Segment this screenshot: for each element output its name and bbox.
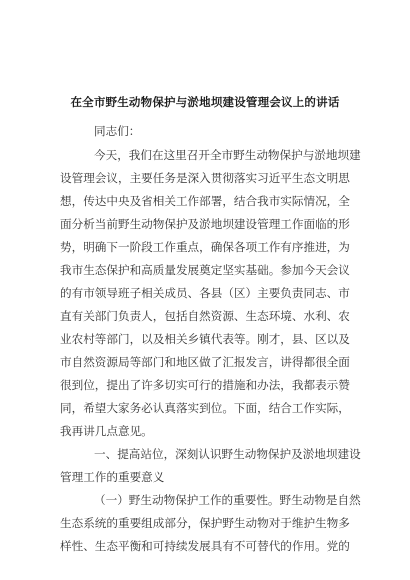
body-line: 业农村等部门，以及相关乡镇代表等。刚才，县、区以及: [60, 332, 350, 346]
salutation: 同志们：: [94, 124, 141, 138]
body-line: 市自然资源局等部门和地区做了汇报发言，讲得都很全面: [60, 355, 350, 369]
body-line: 我再讲几点意见。: [60, 424, 153, 438]
body-line: 今天，我们在这里召开全市野生动物保护与淤地坝建: [94, 148, 361, 162]
body-line: 面分析当前野生动物保护及淤地坝建设管理工作面临的形: [60, 217, 350, 231]
body-line: 很到位，提出了许多切实可行的措施和办法，我都表示赞: [60, 378, 350, 392]
subsection-heading: （一）野生动物保护工作的重要性。野生动物是自然: [94, 493, 361, 507]
body-line: 我市生态保护和高质量发展奠定坚实基础。参加今天会议: [60, 263, 350, 277]
body-line: 同，希望大家务必认真落实到位。下面，结合工作实际，: [60, 401, 350, 415]
body-line: 样性、生态平衡和可持续发展具有不可替代的作用。党的: [60, 539, 350, 553]
section-heading: 管理工作的重要意义: [60, 470, 165, 484]
body-line: 的有市领导班子相关成员、各县（区）主要负责同志、市: [60, 286, 350, 300]
document-title: 在全市野生动物保护与淤地坝建设管理会议上的讲话: [70, 95, 340, 109]
body-line: 生态系统的重要组成部分，保护野生动物对于维护生物多: [60, 516, 350, 530]
body-line: 想，传达中央及省相关工作部署，结合我市实际情况，全: [60, 194, 350, 208]
body-line: 设管理会议，主要任务是深入贯彻落实习近平生态文明思: [60, 171, 350, 185]
section-heading: 一、提高站位，深刻认识野生动物保护及淤地坝建设: [94, 447, 361, 461]
body-line: 势，明确下一阶段工作重点，确保各项工作有序推进，为: [60, 240, 350, 254]
body-line: 直有关部门负责人，包括自然资源、生态环境、水利、农: [60, 309, 350, 323]
